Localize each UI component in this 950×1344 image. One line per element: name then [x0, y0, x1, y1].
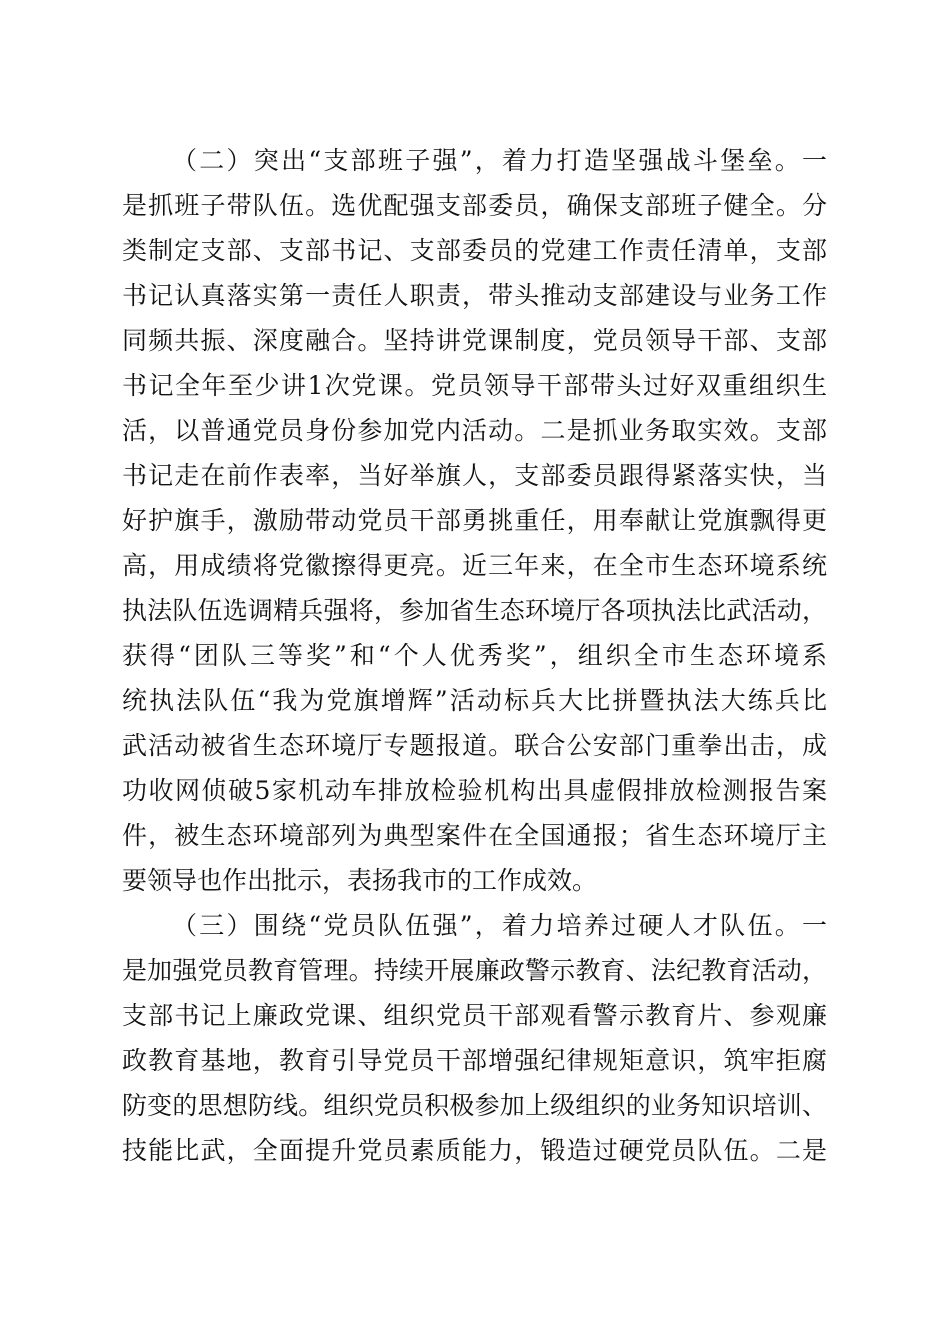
- paragraph-1-line-17: 要领导也作出批示，表扬我市的工作成效。: [122, 866, 598, 895]
- paragraph-2-line-6: 技能比武，全面提升党员素质能力，锻造过硬党员队伍。二是: [122, 1136, 827, 1165]
- paragraph-1-line-14: 武活动被省生态环境厅专题报道。联合公安部门重拳出击，成: [122, 731, 827, 760]
- paragraph-2-line-2: 是加强党员教育管理。持续开展廉政警示教育、法纪教育活动，: [122, 956, 827, 985]
- paragraph-1-line-2: 是抓班子带队伍。选优配强支部委员，确保支部班子健全。分: [122, 191, 827, 220]
- paragraph-2-line-4: 政教育基地，教育引导党员干部增强纪律规矩意识，筑牢拒腐: [122, 1046, 827, 1075]
- paragraph-1-line-6: 书记全年至少讲1次党课。党员领导干部带头过好双重组织生: [122, 371, 827, 400]
- paragraph-1-line-7: 活，以普通党员身份参加党内活动。二是抓业务取实效。支部: [122, 416, 827, 445]
- paragraph-2-line-1: （三）围绕“党员队伍强”，着力培养过硬人才队伍。一: [172, 911, 827, 940]
- paragraph-1-line-10: 高，用成绩将党徽擦得更亮。近三年来，在全市生态环境系统: [122, 551, 827, 580]
- paragraph-1-line-11: 执法队伍选调精兵强将，参加省生态环境厅各项执法比武活动，: [122, 596, 827, 625]
- paragraph-1-line-8: 书记走在前作表率，当好举旗人，支部委员跟得紧落实快，当: [122, 461, 827, 490]
- paragraph-1-line-9: 好护旗手，激励带动党员干部勇挑重任，用奉献让党旗飘得更: [122, 506, 827, 535]
- paragraph-1-line-4: 书记认真落实第一责任人职责，带头推动支部建设与业务工作: [122, 281, 827, 310]
- paragraph-1-line-13: 统执法队伍“我为党旗增辉”活动标兵大比拼暨执法大练兵比: [122, 686, 827, 715]
- paragraph-1-line-5: 同频共振、深度融合。坚持讲党课制度，党员领导干部、支部: [122, 326, 827, 355]
- paragraph-2-line-5: 防变的思想防线。组织党员积极参加上级组织的业务知识培训、: [122, 1091, 827, 1120]
- paragraph-1-line-1: （二）突出“支部班子强”，着力打造坚强战斗堡垒。一: [172, 146, 827, 175]
- paragraph-1-line-12: 获得“团队三等奖”和“个人优秀奖”，组织全市生态环境系: [122, 641, 827, 670]
- paragraph-1-line-15: 功收网侦破5家机动车排放检验机构出具虚假排放检测报告案: [122, 776, 827, 805]
- paragraph-1-line-3: 类制定支部、支部书记、支部委员的党建工作责任清单，支部: [122, 236, 827, 265]
- paragraph-1-line-16: 件，被生态环境部列为典型案件在全国通报；省生态环境厅主: [122, 821, 827, 850]
- paragraph-2-line-3: 支部书记上廉政党课、组织党员干部观看警示教育片、参观廉: [122, 1001, 827, 1030]
